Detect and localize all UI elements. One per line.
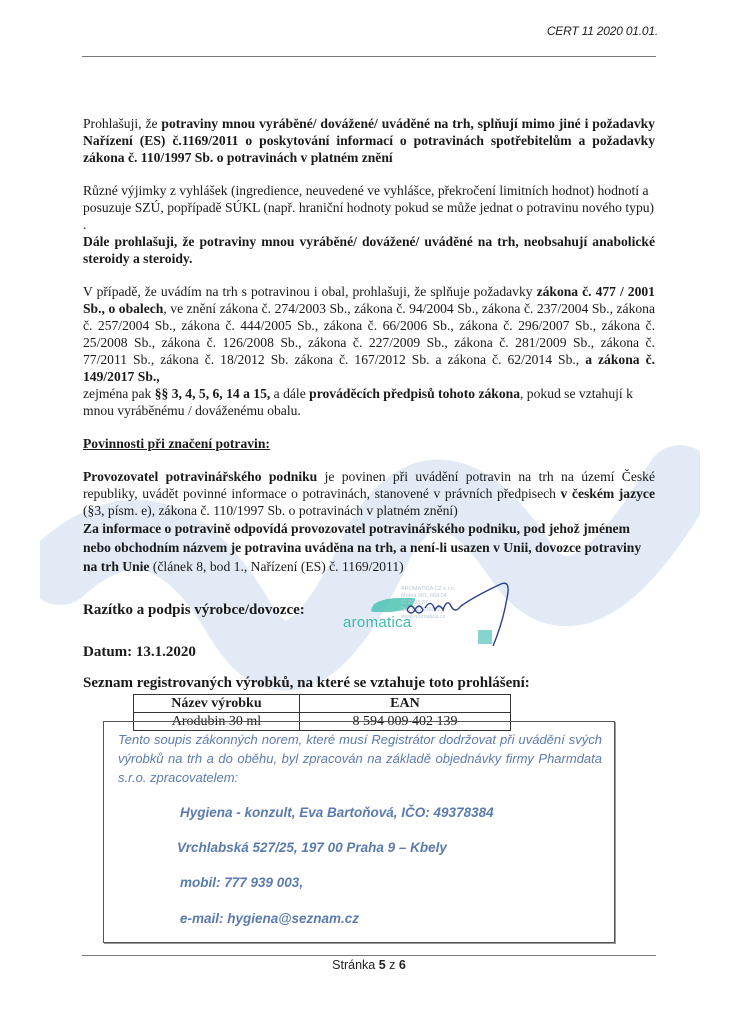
paragraph-steroids: Dále prohlašuji, že potraviny mnou vyráběné/ dovážené/ uváděné na trh, neobsahují anabolické steroidy a steroidy. [83,234,655,266]
date-label: Datum: 13.1.2020 [83,644,196,660]
processor-email: e-mail: hygiena@seznam.cz [180,911,359,926]
paragraph-declaration: Prohlašuji, že potraviny mnou vyráběné/ dovážené/ uváděné na trh, splňují mimo jiné i požadavky Nařízení (ES) č.1169/2011 o poskytování informací o potravinách spotřebitelům a požadavky zákona č. 110/1997 Sb. o potravinách v platném znění [83,116,655,165]
processor-info-box [103,721,615,943]
column-header-ean: EAN [299,695,510,713]
document-body [83,115,655,731]
paragraph-packaging-cont: zejména pak §§ 3, 4, 5, 6, 14 a 15, a dále prováděcích předpisů tohoto zákona, pokud se vztahují k mnou vyráběnému / dováženému obalu. [83,386,633,418]
paragraph-packaging: V případě, že uvádím na trh s potravinou i obal, prohlašuji, že splňuje požadavky zákona č. 477 / 2001 Sb., o obalech, ve znění zákona č. 274/2003 Sb., zákona č. 94/2004 Sb., zákona č. 237/2004 Sb., zákona č. 257/2004 Sb., zákona č. 444/2005 Sb., zákona č. 66/2006 Sb., zákona č. 296/2007 Sb., zákona č. 25/2008 Sb., zákona č. 126/2008 Sb., zákona č. 227/2009 Sb., zákona č. 281/2009 Sb., zákona č. 77/2011 Sb., zákona č. 18/2012 Sb. zákona č. 167/2012 Sb. a zákona č. 62/2014 Sb., a zákona č. 149/2017 Sb., [83,284,656,384]
stray-dot: . [83,217,87,232]
footer-divider [82,955,656,956]
paragraph-operator: Provozovatel potravinářského podniku je povinen při uvádění potravin na trh na území České republiky, uvádět povinné informace o potravinách, stanovené v právních předpisech v českém jazyce (§3, písm. e), zákona č. 110/1997 Sb. o potravinách v platném znění) [83,469,655,518]
aromatica-logo: aromatica [343,598,443,638]
column-header-name: Název výrobku [134,695,300,713]
product-list-title: Seznam registrovaných výrobků, na které se vztahuje toto prohlášení: [83,675,530,691]
header-divider [82,56,656,57]
infobox-intro: Tento soupis zákonných norem, které musí Registrátor dodržovat při uvádění svých výrobků na trh a do oběhu, byl zpracován na základě objednávky firmy Pharmdata s.r.o. zpracovatelem: [118,732,602,785]
signature-label: Razítko a podpis výrobce/dovozce: [83,602,305,618]
paragraph-responsibility: Za informace o potravině odpovídá provozovatel potravinářského podniku, pod jehož jménem nebo obchodním názvem je potravina uváděna na trh, a není-li usazen v Unii, dovozce potraviny na trh Unie (článek 8, bod 1., Nařízení (ES) č. 1169/2011) [83,521,642,574]
page-number: Stránka 5 z 6 [332,958,406,972]
table-header-row [134,695,511,713]
document-code: CERT 11 2020 01.01. [546,24,658,38]
obligations-heading: Povinnosti při značení potravin: [83,436,270,451]
processor-mobile: mobil: 777 939 003, [180,875,304,890]
handwritten-signature [401,580,531,650]
signature-row [83,586,655,642]
paragraph-exceptions: Různé výjimky z vyhlášek (ingredience, neuvedené ve vyhlášce, překročení limitních hodnot) hodnotí a posuzuje SZÚ, popřípadě SÚKL (např. hraniční hodnoty pokud se může jednat o potravinu nového typu) [83,183,655,215]
company-stamp: AROMATICA CZ s.r.o. Mokrá 301, 664 04 IČ 2583 37 DIČ CZ25393327 www.aromatica.cz [401,586,531,650]
processor-address: Vrchlabská 527/25, 197 00 Praha 9 – Kbely [177,840,447,855]
product-name: Arodubin 30 ml [134,713,300,731]
processor-company: Hygiena - konzult, Eva Bartoňová, IČO: 49378384 [180,805,494,820]
product-ean: 8 594 009 402 139 [299,713,510,731]
